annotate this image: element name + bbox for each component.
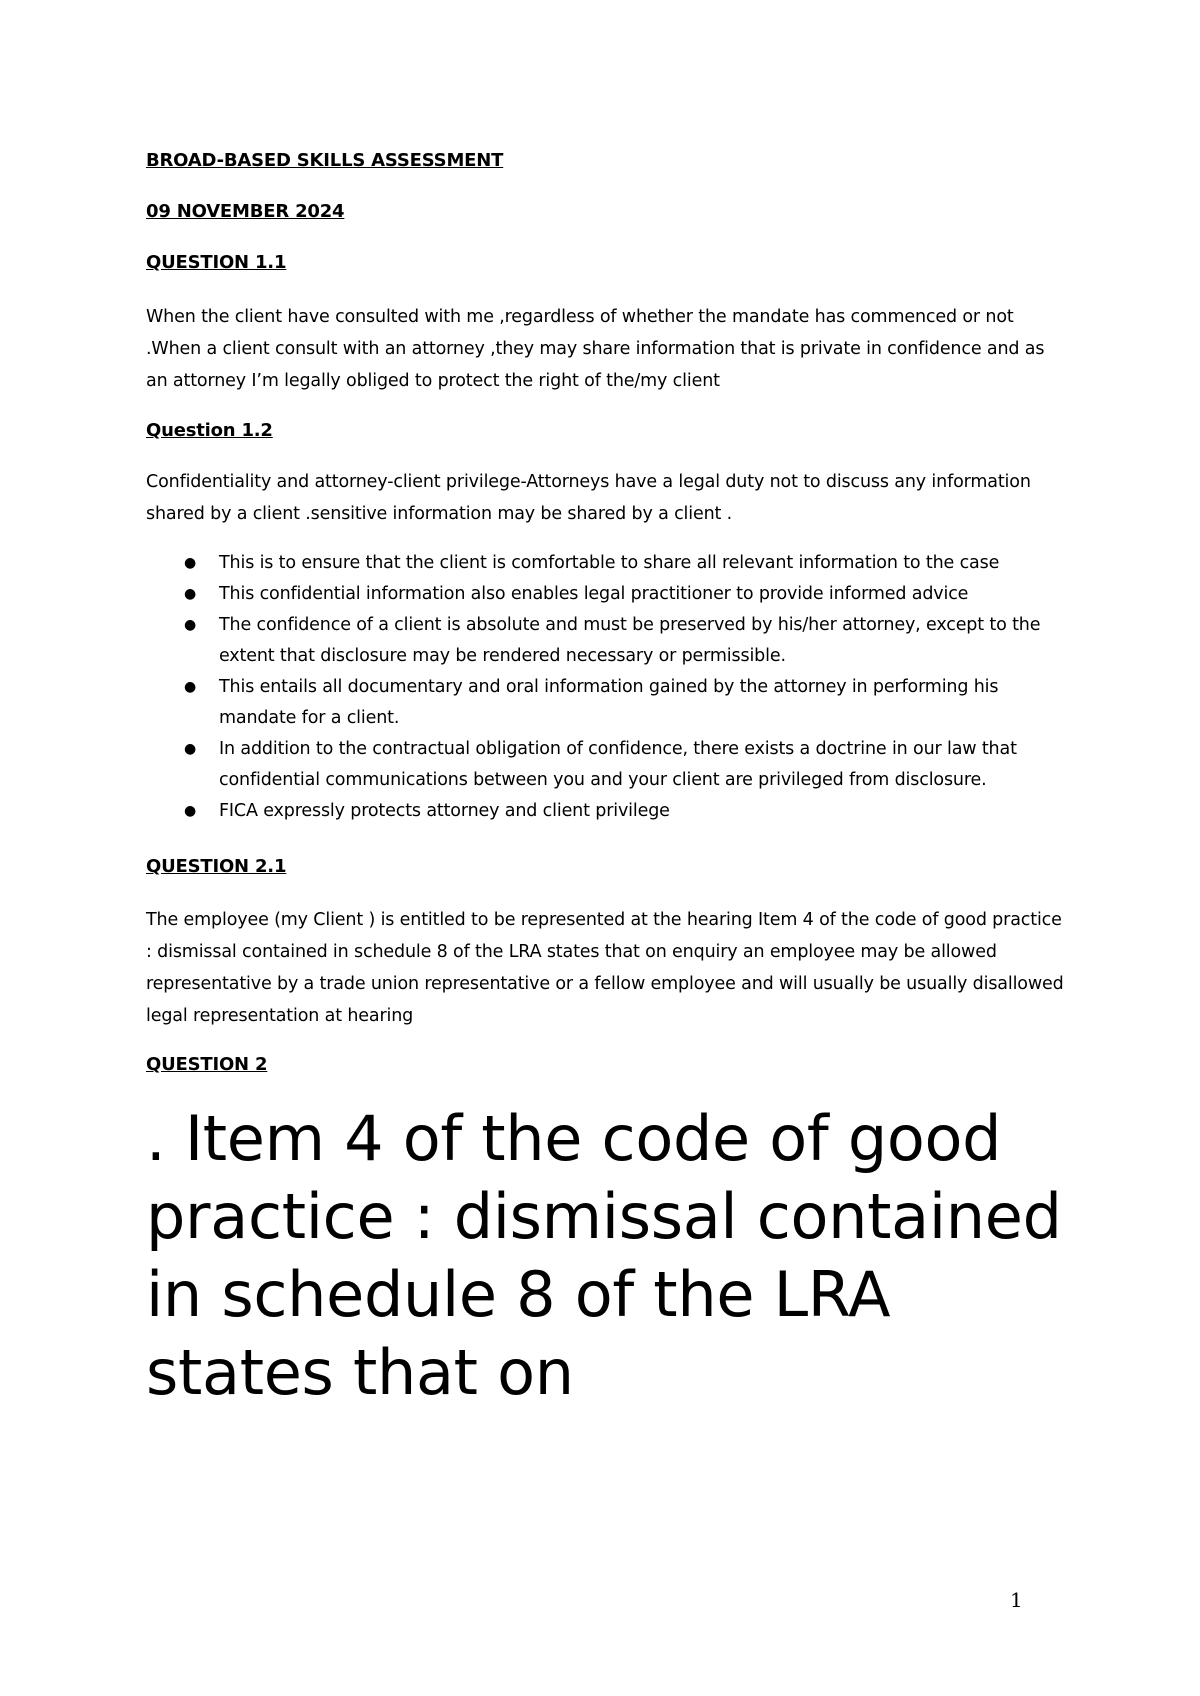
list-item-text: FICA expressly protects attorney and client privilege <box>219 801 670 821</box>
question-2-1-answer: The employee (my Client ) is entitled to be represented at the hearing Item 4 of the code of good practice : dismissal contained in schedule 8 of the LRA states that on enquiry an employee may be allowed representative by a trade union representative or a fellow employee and will usually be usually disallowed legal representation at hearing <box>146 910 1064 1026</box>
bullet-icon: ● <box>184 586 197 602</box>
list-item <box>146 610 1066 672</box>
bullet-icon: ● <box>184 555 197 571</box>
list-item <box>146 548 1066 579</box>
bullet-icon: ● <box>184 679 197 695</box>
bullet-icon: ● <box>184 803 197 819</box>
list-item <box>146 579 1066 610</box>
list-item-text: This confidential information also enables legal practitioner to provide informed advice <box>219 584 969 604</box>
page-number: 1 <box>1010 1588 1023 1612</box>
list-item <box>146 672 1066 734</box>
bullet-icon: ● <box>184 741 197 757</box>
question-1-2-heading: Question 1.2 <box>146 420 273 441</box>
question-2-heading: QUESTION 2 <box>146 1054 268 1075</box>
list-item <box>146 796 1066 827</box>
document-date: 09 NOVEMBER 2024 <box>146 201 345 222</box>
question-1-2-bullet-list <box>146 548 1066 827</box>
question-1-2-answer: Confidentiality and attorney-client privilege-Attorneys have a legal duty not to discuss any information shared by a client .sensitive information may be shared by a client . <box>146 472 1031 524</box>
list-item <box>146 734 1066 796</box>
question-1-1-answer: When the client have consulted with me ,regardless of whether the mandate has commenced or not .When a client consult with an attorney ,they may share information that is private in confidence and as an attorney I’m legally obliged to protect the right of the/my client <box>146 307 1045 391</box>
question-2-1-heading: QUESTION 2.1 <box>146 856 287 877</box>
list-item-text: The confidence of a client is absolute and must be preserved by his/her attorney, except to the extent that disclosure may be rendered necessary or permissible. <box>219 615 1041 666</box>
question-1-1-heading: QUESTION 1.1 <box>146 252 287 273</box>
list-item-text: This entails all documentary and oral information gained by the attorney in performing his mandate for a client. <box>219 677 999 728</box>
document-title: BROAD-BASED SKILLS ASSESSMENT <box>146 150 504 171</box>
list-item-text: This is to ensure that the client is comfortable to share all relevant information to the case <box>219 553 1000 573</box>
bullet-icon: ● <box>184 617 197 633</box>
list-item-text: In addition to the contractual obligation of confidence, there exists a doctrine in our law that confidential communications between you and your client are privileged from disclosure. <box>219 739 1017 790</box>
question-2-large-text: . Item 4 of the code of good practice : dismissal contained in schedule 8 of the LRA states that on <box>146 1102 1062 1409</box>
